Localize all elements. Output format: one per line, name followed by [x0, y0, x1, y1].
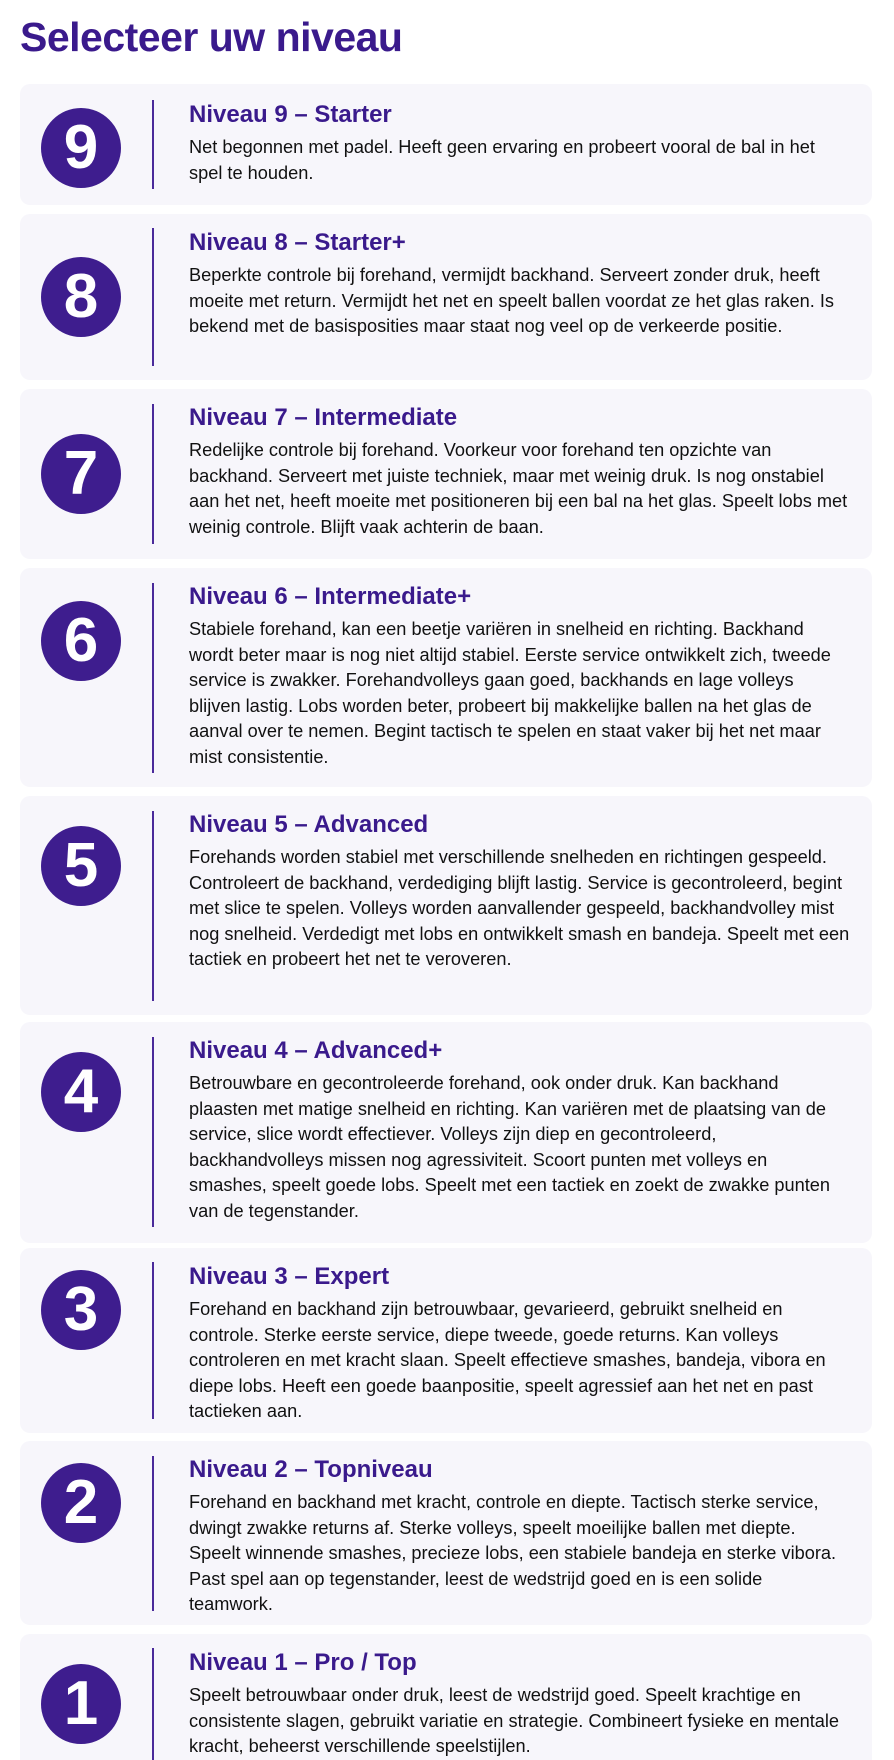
- level-number-badge: 4: [41, 1052, 121, 1132]
- divider: [152, 583, 154, 773]
- level-title: Niveau 9 – Starter: [189, 101, 392, 128]
- divider: [152, 1456, 154, 1611]
- level-number-badge: 7: [41, 434, 121, 514]
- divider: [152, 404, 154, 544]
- level-description: Net begonnen met padel. Heeft geen ervaring en probeert vooral de bal in het spel te houden.: [189, 137, 815, 183]
- level-description: Forehand en backhand met kracht, controle en diepte. Tactisch sterke service, dwingt zwakke returns af. Sterke volleys, speelt moeilijke ballen met diepte. Speelt winnende smashes, precieze lobs, een stabiele bandeja en sterke vibora. Past spel aan op tegenstander, leest de wedstrijd goed en is een solide teamwork.: [189, 1492, 837, 1614]
- level-card-7[interactable]: [20, 389, 872, 559]
- divider: [152, 228, 154, 366]
- level-number-badge: 2: [41, 1463, 121, 1543]
- level-number-badge: 9: [41, 108, 121, 188]
- level-title: Niveau 2 – Topniveau: [189, 1456, 433, 1483]
- level-card-8[interactable]: [20, 214, 872, 380]
- level-number-badge: 6: [41, 601, 121, 681]
- level-title: Niveau 3 – Expert: [189, 1263, 390, 1290]
- level-card-5[interactable]: [20, 796, 872, 1015]
- level-title: Niveau 4 – Advanced+: [189, 1037, 443, 1064]
- level-title: Niveau 5 – Advanced: [189, 811, 429, 838]
- divider: [152, 1037, 154, 1227]
- level-description: Speelt betrouwbaar onder druk, leest de wedstrijd goed. Speelt krachtige en consistente slagen, gebruikt variatie en strategie. Combineert fysieke en mentale kracht, beheerst verschillende speelstijlen.: [189, 1685, 840, 1756]
- level-number-badge: 1: [41, 1664, 121, 1744]
- level-number-badge: 8: [41, 257, 121, 337]
- page-title: Selecteer uw niveau: [20, 14, 403, 60]
- level-number-badge: 3: [41, 1270, 121, 1350]
- level-description: Beperkte controle bij forehand, vermijdt backhand. Serveert zonder druk, heeft moeite met return. Vermijdt het net en speelt ballen voordat ze het glas raken. Is bekend met de basisposities maar staat nog veel op de verkeerde positie.: [189, 265, 834, 336]
- level-title: Niveau 6 – Intermediate+: [189, 583, 472, 610]
- level-description: Betrouwbare en gecontroleerde forehand, ook onder druk. Kan backhand plaasten met matige snelheid en richting. Kan variëren met de plaatsing van de service, slice wordt effectiever. Volleys zijn diep en gecontroleerd, backhandvolleys missen nog agressiviteit. Scoort punten met volleys en smashes, speelt goede lobs. Speelt met een tactiek en zoekt de zwakke punten van de tegenstander.: [189, 1073, 830, 1221]
- level-title: Niveau 8 – Starter+: [189, 229, 406, 256]
- divider: [152, 1648, 154, 1760]
- level-card-9[interactable]: [20, 84, 872, 205]
- level-title: Niveau 7 – Intermediate: [189, 404, 458, 431]
- level-description: Stabiele forehand, kan een beetje variëren in snelheid en richting. Backhand wordt beter maar is nog niet altijd stabiel. Eerste service ontwikkelt zich, tweede service is zwakker. Forehandvolleys gaan goed, backhands en lage volleys blijven lastig. Lobs worden beter, probeert bij makkelijke ballen na het glas de aanval over te nemen. Begint tactisch te spelen en staat vaker bij het net maar mist consistentie.: [189, 619, 831, 767]
- level-card-3[interactable]: [20, 1248, 872, 1433]
- level-description: Forehand en backhand zijn betrouwbaar, gevarieerd, gebruikt snelheid en controle. Sterke eerste service, diepe tweede, goede returns. Kan volleys controleren en met kracht slaan. Speelt effectieve smashes, bandeja, vibora en diepe lobs. Heeft een goede baanpositie, speelt agressief aan het net en past tactieken aan.: [189, 1299, 826, 1421]
- level-description: Forehands worden stabiel met verschillende snelheden en richtingen gespeeld. Controleert de backhand, verdediging blijft lastig. Service is gecontroleerd, begint met slice te spelen. Volleys worden aanvallender gespeeld, backhandvolley mist nog snelheid. Verdedigt met lobs en ontwikkelt smash en bandeja. Speelt met een tactiek en probeert het net te veroveren.: [189, 847, 850, 969]
- level-card-4[interactable]: [20, 1022, 872, 1243]
- level-number-badge: 5: [41, 826, 121, 906]
- level-card-6[interactable]: [20, 568, 872, 787]
- level-description: Redelijke controle bij forehand. Voorkeur voor forehand ten opzichte van backhand. Serveert met juiste techniek, maar met weinig druk. Is nog onstabiel aan het net, heeft moeite met positioneren bij een bal na het glas. Speelt lobs met weinig controle. Blijft vaak achterin de baan.: [189, 440, 848, 537]
- level-card-2[interactable]: [20, 1441, 872, 1625]
- level-card-1[interactable]: [20, 1634, 872, 1760]
- level-title: Niveau 1 – Pro / Top: [189, 1649, 417, 1676]
- divider: [152, 811, 154, 1001]
- divider: [152, 100, 154, 189]
- divider: [152, 1262, 154, 1419]
